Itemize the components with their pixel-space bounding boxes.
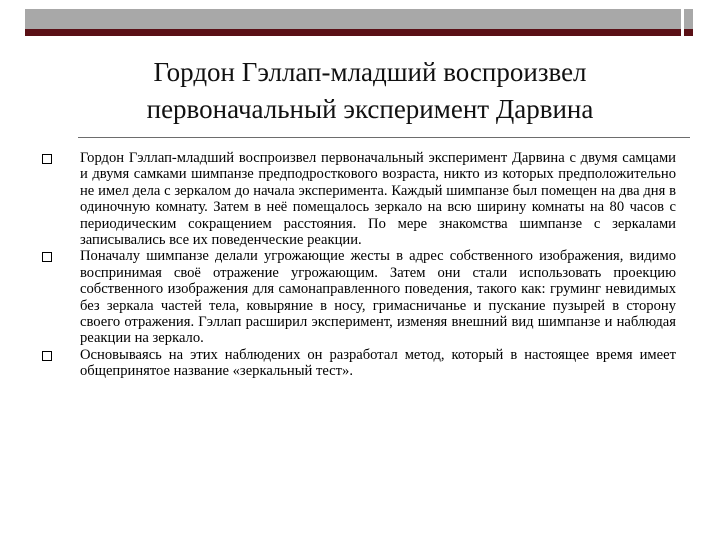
bullet-text-2: Поначалу шимпанзе делали угрожающие жесты в адрес собственного изображения, видимо воспринимая своё отражение угрожающим. Затем они стали использовать проекцию собственного изображения для самонаправленного поведения, такого как: груминг невидимых без зеркала частей тела, ковыряние в носу, гримасничанье и пускание пузырей в сторону своего отражения. Гэллап расширил эксперимент, изменяя внешний вид шимпанзе и наблюдая реакции на зеркало.	[80, 248, 676, 347]
bullet-item-2	[0, 248, 720, 346]
title-line-2: первоначальный эксперимент Дарвина	[146, 94, 594, 124]
header-gray-band	[25, 9, 681, 29]
hollow-square-bullet-icon	[42, 252, 52, 262]
bullet-list	[0, 150, 720, 380]
slide-title	[60, 54, 680, 128]
bullet-item-3	[0, 347, 720, 380]
bullet-item-1	[0, 150, 720, 248]
bullet-text-1: Гордон Гэллап-младший воспроизвел первоначальный эксперимент Дарвина с двумя самцами и двумя самками шимпанзе предподросткового возраста, никто из которых предположительно не имел дела с зеркалом до начала эксперимента. Каждый шимпанзе был помещен на два дня в одиночную комнату. Затем в неё помещалось зеркало на всю ширину комнаты на 80 часов с периодическим сокращением расстояния. По мере знакомства шимпанзе с зеркалами записывались все их поведенческие реакции.	[80, 150, 676, 249]
corner-dark-red-block	[684, 29, 693, 36]
corner-gray-block	[684, 9, 693, 29]
title-line-1: Гордон Гэллап-младший воспроизвел	[153, 57, 587, 87]
title-underline	[78, 137, 690, 138]
header-dark-red-line	[25, 29, 681, 36]
hollow-square-bullet-icon	[42, 154, 52, 164]
hollow-square-bullet-icon	[42, 351, 52, 361]
bullet-text-3: Основываясь на этих наблюдених он разработал метод, который в настоящее время имеет общепринятое название «зеркальный тест».	[80, 346, 676, 380]
